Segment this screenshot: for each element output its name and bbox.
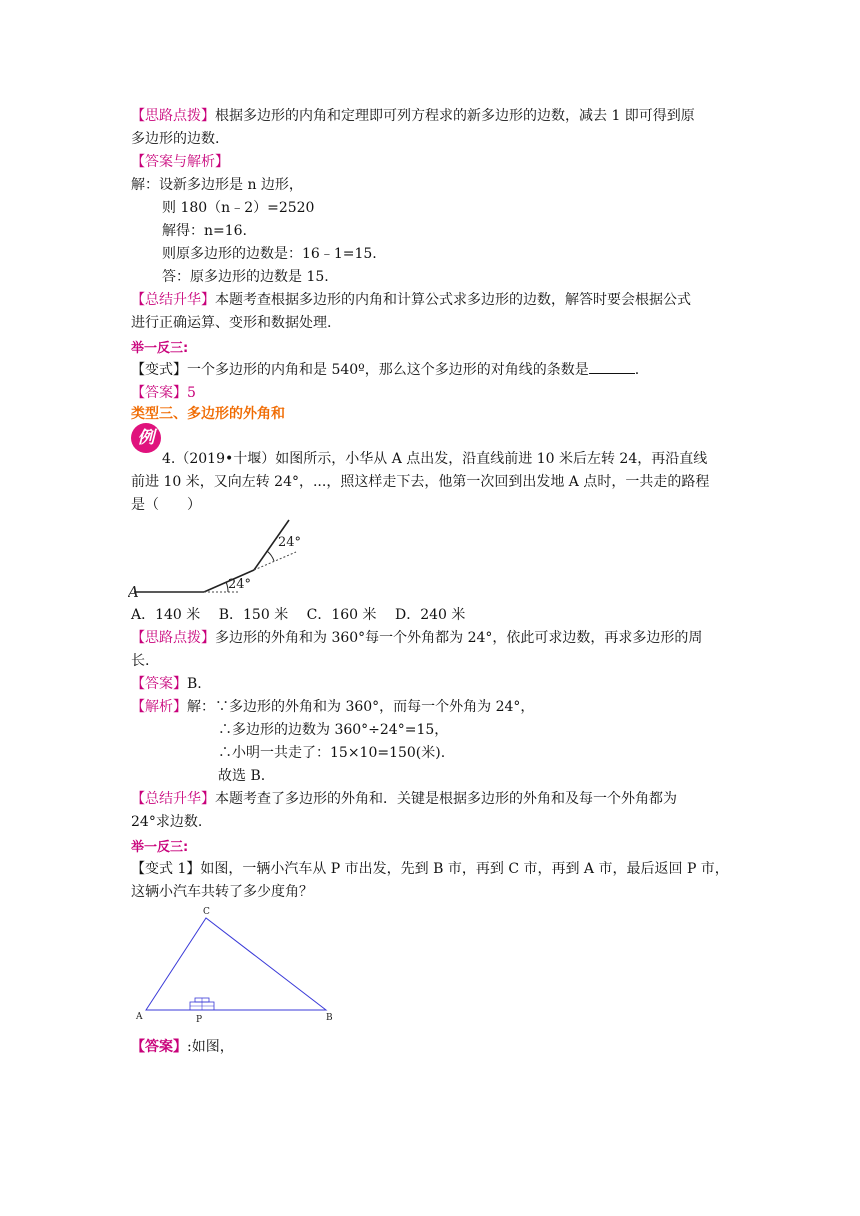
hint-tag: 【思路点拨】 (131, 108, 215, 124)
analysis-line (131, 696, 534, 718)
answer-line (131, 673, 202, 695)
summary-tag: 【总结升华】 (131, 791, 215, 807)
variant-text: 一个多边形的内角和是 540º，那么这个多边形的对角线的条数是 (187, 362, 589, 378)
triangle-abc (146, 918, 326, 1010)
question-line: 4.（2019•十堰）如图所示，小华从 A 点出发，沿直线前进 10 米后左转 24，再沿直线 (162, 451, 708, 467)
practice-title: 举一反三: (131, 840, 189, 855)
summary-line-2: 24°求边数. (131, 814, 203, 830)
hint-line-1 (131, 105, 695, 127)
variant-end: . (634, 362, 640, 378)
solution-line: 解得：n=16. (162, 223, 248, 239)
vertex-b-label: B (326, 1013, 333, 1023)
hint-text: 根据多边形的内角和定理即可列方程求的新多边形的边数，减去 1 即可得到原 (215, 108, 695, 124)
triangle-figure (132, 904, 342, 1028)
summary-text: 本题考查根据多边形的内角和计算公式求多边形的边数，解答时要会根据公式 (215, 292, 691, 308)
analysis-line: ∴小明一共走了：15×10=150(米). (218, 745, 446, 761)
answer-blank (589, 359, 635, 374)
vertex-a-label: A (136, 1012, 143, 1022)
answer-options: A．140 米 B．150 米 C．160 米 D．240 米 (131, 607, 466, 623)
hint-text: 多边形的外角和为 360°每一个外角都为 24°，依此可求边数，再求多边形的周 (215, 630, 703, 646)
analysis-text: 解：∵多边形的外角和为 360°，而每一个外角为 24°， (187, 699, 535, 715)
point-a-label: A (128, 583, 139, 601)
summary-line-1 (131, 289, 691, 311)
question-line: 前进 10 米，又向左转 24°，...，照这样走下去，他第一次回到出发地 A 点时，一共走的路程 (131, 474, 710, 490)
answer-value: B. (187, 676, 202, 692)
summary-tag: 【总结升华】 (131, 292, 215, 308)
hint-line-2: 多边形的边数. (131, 131, 220, 147)
variant1-line-1 (131, 858, 729, 880)
answer-tag: 【答案】 (131, 676, 187, 692)
type-title: 类型三、多边形的外角和 (131, 406, 285, 422)
analysis-line: 故选 B. (218, 768, 266, 784)
summary-line-2: 进行正确运算、变形和数据处理. (131, 315, 332, 331)
final-answer-text: :如图， (187, 1039, 234, 1055)
vertex-c-label: C (203, 907, 210, 917)
variant-label: 【变式】 (131, 362, 187, 378)
solution-line: 则原多边形的边数是：16﹣1=15. (162, 246, 377, 262)
hint-line-1 (131, 627, 702, 649)
variant1-line-2: 这辆小汽车共转了多少度角？ (131, 884, 313, 900)
question-line: 是（ ） (131, 497, 201, 513)
angle-label: 24° (228, 577, 252, 592)
point-p-label: P (196, 1015, 203, 1025)
solution-line: 答：原多边形的边数是 15. (162, 269, 329, 285)
variant1-text: 如图，一辆小汽车从 P 市出发，先到 B 市，再到 C 市，再到 A 市，最后返回 P 市， (200, 861, 729, 877)
final-answer-line (131, 1036, 234, 1058)
solution-line: 解：设新多边形是 n 边形， (131, 177, 303, 193)
final-answer-tag: 【答案】 (131, 1039, 187, 1055)
angle-label: 24° (278, 535, 302, 550)
summary-text: 本题考查了多边形的外角和．关键是根据多边形的外角和及每一个外角都为 (215, 791, 677, 807)
practice-title: 举一反三: (131, 341, 189, 356)
solution-line: 则 180（n﹣2）=2520 (162, 200, 315, 216)
summary-line-1 (131, 788, 677, 810)
variant1-label: 【变式 1】 (131, 861, 201, 877)
analysis-tag: 【解析】 (131, 699, 187, 715)
hint-line-2: 长. (131, 653, 150, 669)
analysis-line: ∴多边形的边数为 360°÷24°=15， (218, 722, 449, 738)
variant-answer: 【答案】5 (131, 385, 196, 401)
walking-path-figure (128, 516, 328, 602)
hint-tag: 【思路点拨】 (131, 630, 215, 646)
angle-arc (267, 551, 274, 561)
answer-analysis-tag: 【答案与解析】 (131, 154, 229, 170)
car-icon (190, 998, 214, 1010)
example-badge: 例 (131, 423, 161, 453)
variant-line (131, 359, 639, 381)
